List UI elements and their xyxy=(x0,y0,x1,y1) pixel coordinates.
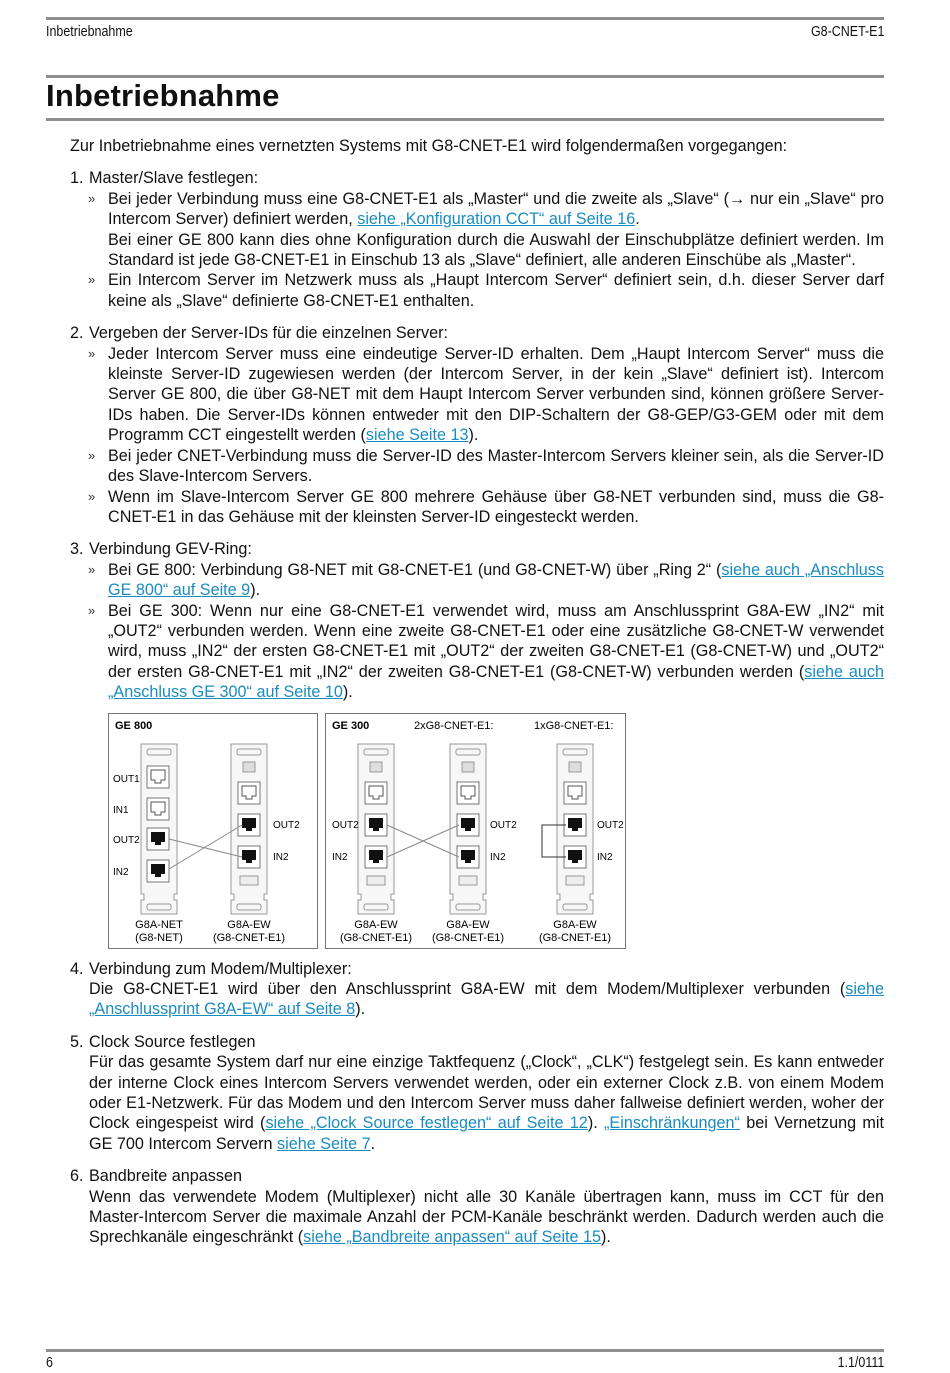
step-body: Die G8-CNET-E1 wird über den Anschlussprint G8A-EW mit dem Modem/Multiplexer verbunden (siehe „Anschlussprint G8A-EW“ auf Seite 8). xyxy=(89,979,884,1019)
step-title: 5. Clock Source festlegen xyxy=(70,1032,256,1051)
terminal-block-icon xyxy=(367,876,385,885)
double-chevron-right-icon: » xyxy=(88,602,96,618)
card-g8a-ew xyxy=(450,744,486,914)
label-out2-mid: OUT2 xyxy=(490,819,517,831)
double-chevron-right-icon: » xyxy=(88,561,96,577)
link-konfiguration-cct[interactable]: siehe „Konfiguration CCT“ auf Seite 16 xyxy=(357,210,636,229)
header-rule xyxy=(46,17,884,20)
step-title: 2. Vergeben der Server-IDs für die einzelnen Server: xyxy=(70,324,449,343)
two-card-label: 2xG8-CNET-E1: xyxy=(414,719,494,732)
label-out2: OUT2 xyxy=(332,819,359,831)
port-in1 xyxy=(147,798,169,820)
dip-switch-icon xyxy=(370,762,382,772)
card-g8a-ew xyxy=(557,744,593,914)
label-in1: IN1 xyxy=(113,804,129,816)
intro-paragraph: Zur Inbetriebnahme eines vernetzten Systems mit G8-CNET-E1 wird folgendermaßen vorgegangen: xyxy=(70,137,788,155)
card-name: G8A-EW xyxy=(354,918,398,931)
bullet-item: » Bei jeder CNET-Verbindung muss die Server-ID des Master-Intercom Servers kleiner sein, als die Server-ID des Slave-Intercom Servers. xyxy=(88,446,884,486)
diagram-ge800 xyxy=(108,713,318,949)
page-title: Inbetriebnahme xyxy=(46,78,280,113)
running-header-section: Inbetriebnahme xyxy=(46,24,133,40)
card-g8a-net xyxy=(141,744,177,914)
ge300-title: GE 300 xyxy=(332,719,370,732)
main-content xyxy=(70,136,884,1260)
label-out2: OUT2 xyxy=(113,834,140,846)
bullet-item: » Bei GE 300: Wenn nur eine G8-CNET-E1 verwendet wird, muss am Anschlussprint G8A-EW „IN2“ mit „OUT2“ verbunden werden. Wenn eine zweite G8-CNET-E1 oder eine zusätzliche G8-CNET-W verwendet wird, muss „IN2“ der ersten G8-CNET-E1 mit „OUT2“ der zweiten G8-CNET-E1 (G8-CNET-W) und „OUT2“ der ersten G8-CNET-E1 mit „IN2“ der zweiten G8-CNET-E1 (G8-CNET-W) verbunden werden (siehe auch „Anschluss GE 300“ auf Seite 10). xyxy=(88,601,884,702)
link-anschluss-ge800[interactable]: siehe auch „Anschluss GE 800“ auf Seite 9 xyxy=(108,560,884,600)
page-number: 6 xyxy=(46,1355,53,1371)
card-name: G8A-EW xyxy=(446,918,490,931)
double-chevron-right-icon: » xyxy=(88,272,96,288)
ge300-drawing xyxy=(326,714,625,948)
double-chevron-right-icon: » xyxy=(88,190,96,206)
terminal-block-icon xyxy=(459,876,477,885)
step-6 xyxy=(70,1166,884,1248)
diagram-ge300 xyxy=(325,713,626,949)
card-sub: (G8-CNET-E1) xyxy=(538,931,612,944)
label-out1: OUT1 xyxy=(113,773,140,785)
card1-name: G8A-NET xyxy=(135,918,183,931)
card-g8a-ew xyxy=(231,744,267,914)
port xyxy=(457,782,479,804)
port-out1 xyxy=(147,766,169,788)
terminal-block-icon xyxy=(566,876,584,885)
card-g8a-ew xyxy=(358,744,394,914)
step-body: Wenn das verwendete Modem (Multiplexer) nicht alle 30 Kanäle übertragen kann, muss im CCT für den Master-Intercom Server die maximale Anzahl der PCM-Kanäle beschränkt werden. Dadurch werden auch die Sprechkanäle eingeschränkt (siehe „Bandbreite anpassen“ auf Seite 15). xyxy=(89,1187,884,1247)
ge800-title: GE 800 xyxy=(115,719,153,732)
link-seite-7[interactable]: siehe Seite 7 xyxy=(277,1134,371,1153)
double-chevron-right-icon: » xyxy=(88,447,96,463)
step-5 xyxy=(70,1032,884,1154)
dip-switch-icon xyxy=(243,762,255,772)
step-3 xyxy=(70,539,884,948)
label-out2-right: OUT2 xyxy=(273,819,300,831)
step-1 xyxy=(70,168,884,311)
step-title: 1. Master/Slave festlegen: xyxy=(70,169,259,188)
one-card-label: 1xG8-CNET-E1: xyxy=(534,719,614,732)
port xyxy=(365,782,387,804)
connection-diagrams xyxy=(108,713,884,949)
label-out2-right: OUT2 xyxy=(597,819,624,831)
bullet-item: » Bei jeder Verbindung muss eine G8-CNET-E1 als „Master“ und die zweite als „Slave“ (→ nur ein „Slave“ pro Intercom Server) definiert werden, siehe „Konfiguration CCT“ auf Seite 16. Bei einer GE 800 kann dies ohne Konfiguration durch die Auswahl der Einschubplätze definiert werden. Im Standard ist jede G8-CNET-E1 in Einschub 13 als „Slave“ definiert, alle anderen Einschübe als „Master“. xyxy=(88,189,884,270)
step-2 xyxy=(70,323,884,527)
double-chevron-right-icon: » xyxy=(88,488,96,504)
card-name: G8A-EW xyxy=(553,918,597,931)
title-rule-bottom xyxy=(46,118,884,121)
label-in2: IN2 xyxy=(332,851,348,863)
terminal-block-icon xyxy=(240,876,258,885)
link-einschraenkungen[interactable]: „Einschränkungen“ xyxy=(604,1114,740,1133)
card2-sub: (G8-CNET-E1) xyxy=(212,931,286,944)
running-header-product: G8-CNET-E1 xyxy=(810,24,884,40)
card-sub: (G8-CNET-E1) xyxy=(339,931,413,944)
port xyxy=(564,782,586,804)
label-in2-mid: IN2 xyxy=(490,851,506,863)
ge800-drawing xyxy=(109,714,317,948)
step-body: Für das gesamte System darf nur eine einzige Taktfequenz („Clock“, „CLK“) festgelegt sein. Es kann entweder der interne Clock eines Intercom Servers verwendet werden, oder ein externer Clock z.B. von einem Modem oder E1-Netzwerk. Für das Modem und den Intercom Server muss daher fallweise definiert werden, woher der Clock eingespeist wird (siehe „Clock Source festlegen“ auf Seite 12). „Einschränkungen“ bei Vernetzung mit GE 700 Intercom Servern siehe Seite 7. xyxy=(89,1053,885,1153)
link-clock-source[interactable]: siehe „Clock Source festlegen“ auf Seite 12 xyxy=(265,1114,588,1133)
label-in2-right: IN2 xyxy=(597,851,613,863)
bullet-item: » Wenn im Slave-Intercom Server GE 800 mehrere Gehäuse über G8-NET verbunden sind, muss die G8-CNET-E1 in das Gehäuse mit der kleinsten Server-ID eingesteckt werden. xyxy=(88,487,884,526)
link-anschlussprint[interactable]: siehe „Anschlussprint G8A-EW“ auf Seite 8 xyxy=(89,979,884,1019)
card2-name: G8A-EW xyxy=(227,918,271,931)
document-version: 1.1/0111 xyxy=(837,1355,884,1371)
link-bandbreite[interactable]: siehe „Bandbreite anpassen“ auf Seite 15 xyxy=(303,1228,602,1247)
footer-rule xyxy=(46,1349,884,1352)
bullet-item: » Ein Intercom Server im Netzwerk muss als „Haupt Intercom Server“ definiert sein, d.h. dieser Server darf keine als „Slave“ definierte G8-CNET-E1 enthalten. xyxy=(88,271,884,310)
link-seite-13[interactable]: siehe Seite 13 xyxy=(365,426,469,445)
dip-switch-icon xyxy=(569,762,581,772)
label-in2-right: IN2 xyxy=(273,851,289,863)
bullet-item: » Bei GE 800: Verbindung G8-NET mit G8-CNET-E1 (und G8-CNET-W) über „Ring 2“ (siehe auch „Anschluss GE 800“ auf Seite 9). xyxy=(88,560,884,600)
dip-switch-icon xyxy=(462,762,474,772)
double-chevron-right-icon: » xyxy=(88,345,96,361)
card1-sub: (G8-NET) xyxy=(135,931,183,944)
step-title: 3. Verbindung GEV-Ring: xyxy=(70,540,252,559)
link-anschluss-ge300[interactable]: siehe auch „Anschluss GE 300“ auf Seite 10 xyxy=(108,662,884,702)
label-in2: IN2 xyxy=(113,866,129,878)
bullet-item: » Jeder Intercom Server muss eine eindeutige Server-ID erhalten. Dem „Haupt Intercom Server“ muss die kleinste Server-ID zugewiesen werden (der Intercom Server, in der kein „Slave“ definiert ist). Intercom Server GE 800, die über G8-NET mit dem Haupt Intercom Server verbunden sind, können größere Server-IDs haben. Die Server-IDs können entweder mit den DIP-Schaltern der G8-GEP/G3-GEM oder mit dem Programm CCT eingestellt werden (siehe Seite 13). xyxy=(88,344,884,445)
step-title: 4. Verbindung zum Modem/Multiplexer: xyxy=(70,959,352,978)
step-4 xyxy=(70,959,884,1020)
step-title: 6. Bandbreite anpassen xyxy=(70,1167,242,1186)
card-sub: (G8-CNET-E1) xyxy=(431,931,505,944)
